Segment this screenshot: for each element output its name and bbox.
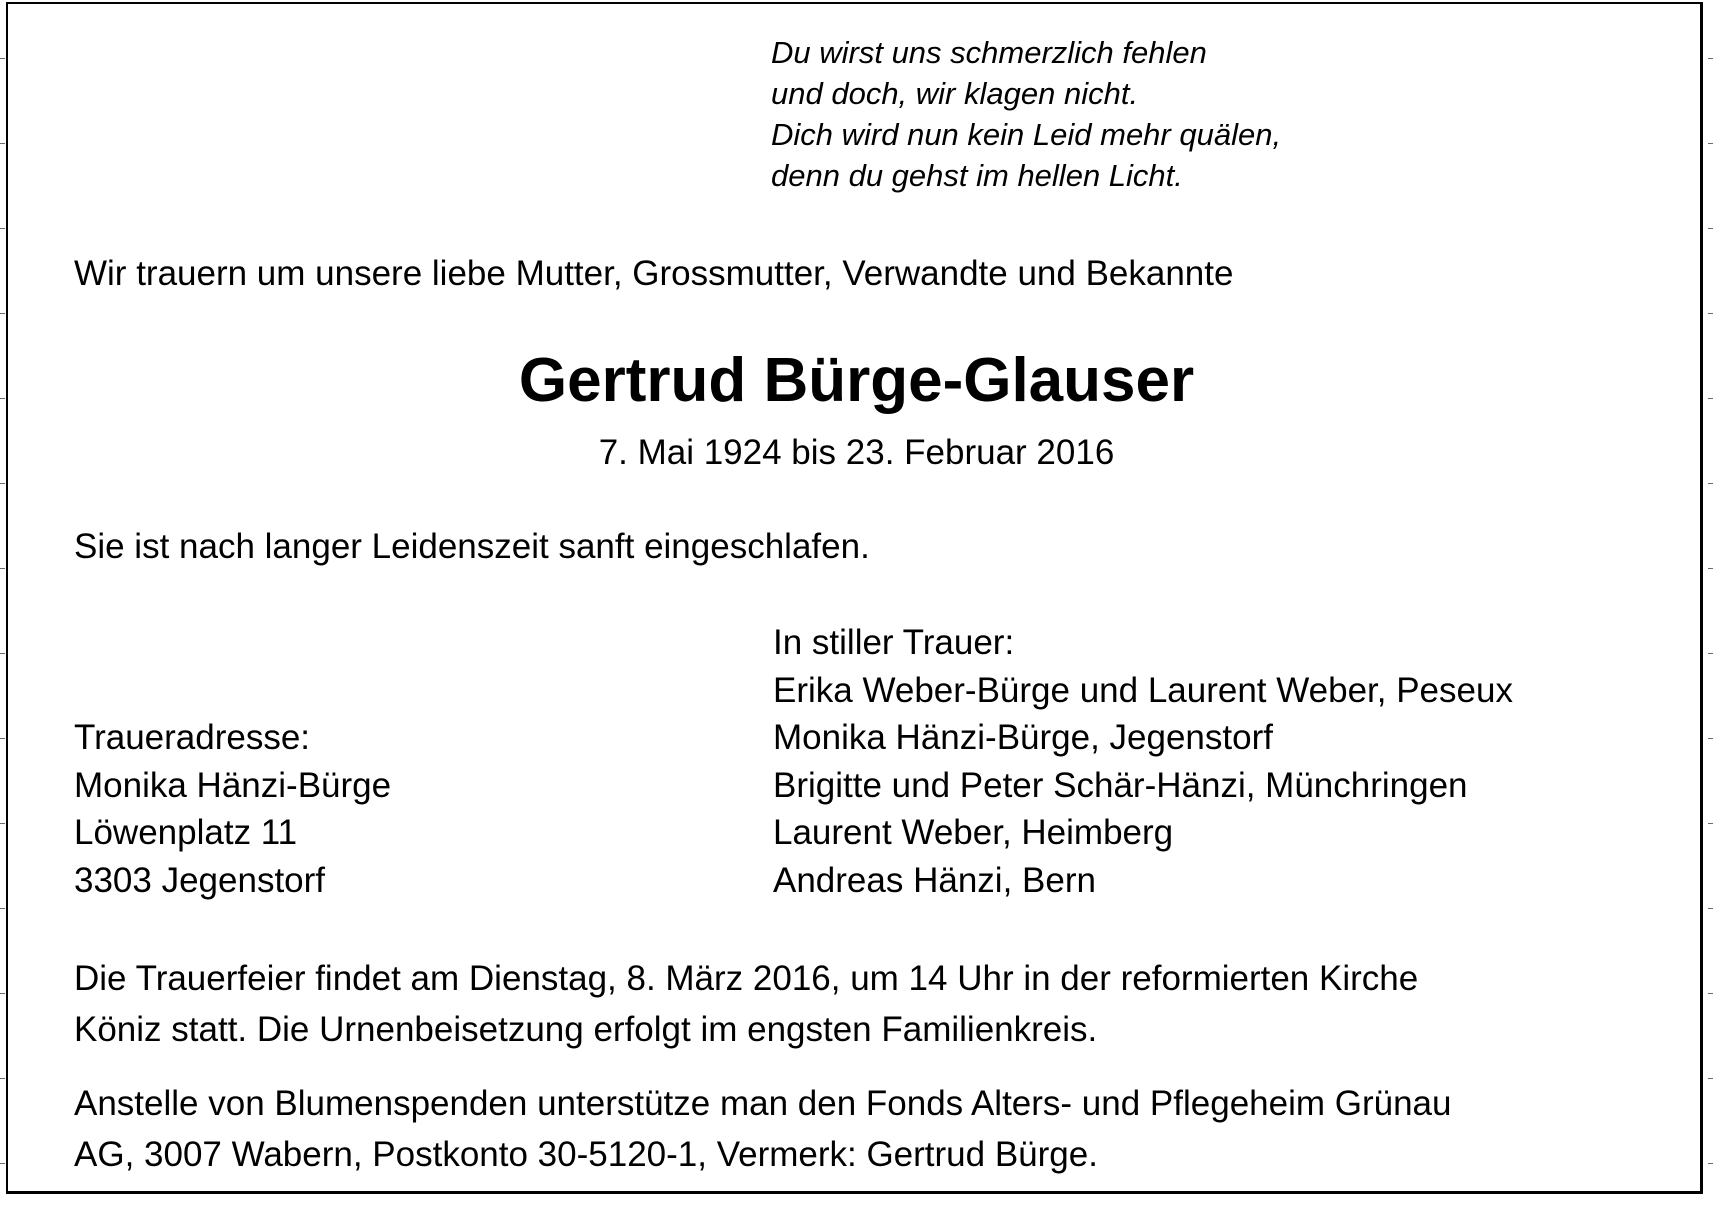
mourner-entry: Brigitte und Peter Schär-Hänzi, Münchringen	[773, 765, 1468, 805]
poem-line: denn du gehst im hellen Licht.	[771, 158, 1183, 193]
mourning-address	[74, 714, 391, 904]
poem-line: und doch, wir klagen nicht.	[771, 76, 1139, 111]
mourner-entry: Monika Hänzi-Bürge, Jegenstorf	[773, 718, 1273, 758]
address-label: Traueradresse:	[74, 718, 311, 757]
mourner-entry: Laurent Weber, Heimberg	[773, 813, 1174, 853]
ceremony-info	[74, 953, 1418, 1055]
intro-text: Wir trauern um unsere liebe Mutter, Grossmutter, Verwandte und Bekannte	[74, 254, 1234, 293]
poem	[771, 32, 1281, 196]
life-dates: 7. Mai 1924 bis 23. Februar 2016	[598, 433, 1115, 472]
donation-line: Anstelle von Blumenspenden unterstütze man den Fonds Alters- und Pflegeheim Grünau	[74, 1084, 1452, 1123]
mourner-entry: Andreas Hänzi, Bern	[773, 860, 1096, 900]
statement-text: Sie ist nach langer Leidenszeit sanft eingeschlafen.	[74, 527, 870, 566]
deceased-name: Gertrud Bürge-Glauser	[518, 346, 1195, 415]
poem-line: Dich wird nun kein Leid mehr quälen,	[771, 117, 1282, 152]
mourners-heading: In stiller Trauer:	[773, 623, 1015, 662]
ceremony-line: Köniz statt. Die Urnenbeisetzung erfolgt im engsten Familienkreis.	[74, 1010, 1098, 1049]
mourners-list	[773, 619, 1513, 905]
ceremony-line: Die Trauerfeier findet am Dienstag, 8. März 2016, um 14 Uhr in der reformierten Kirche	[74, 959, 1419, 998]
donation-line: AG, 3007 Wabern, Postkonto 30-5120-1, Vermerk: Gertrud Bürge.	[74, 1135, 1098, 1174]
address-line: 3303 Jegenstorf	[74, 860, 326, 900]
address-line: Monika Hänzi-Bürge	[74, 765, 392, 805]
mourner-entry: Erika Weber-Bürge und Laurent Weber, Peseux	[773, 670, 1513, 710]
address-line: Löwenplatz 11	[74, 813, 298, 853]
poem-line: Du wirst uns schmerzlich fehlen	[771, 35, 1207, 70]
donation-info	[74, 1078, 1452, 1180]
